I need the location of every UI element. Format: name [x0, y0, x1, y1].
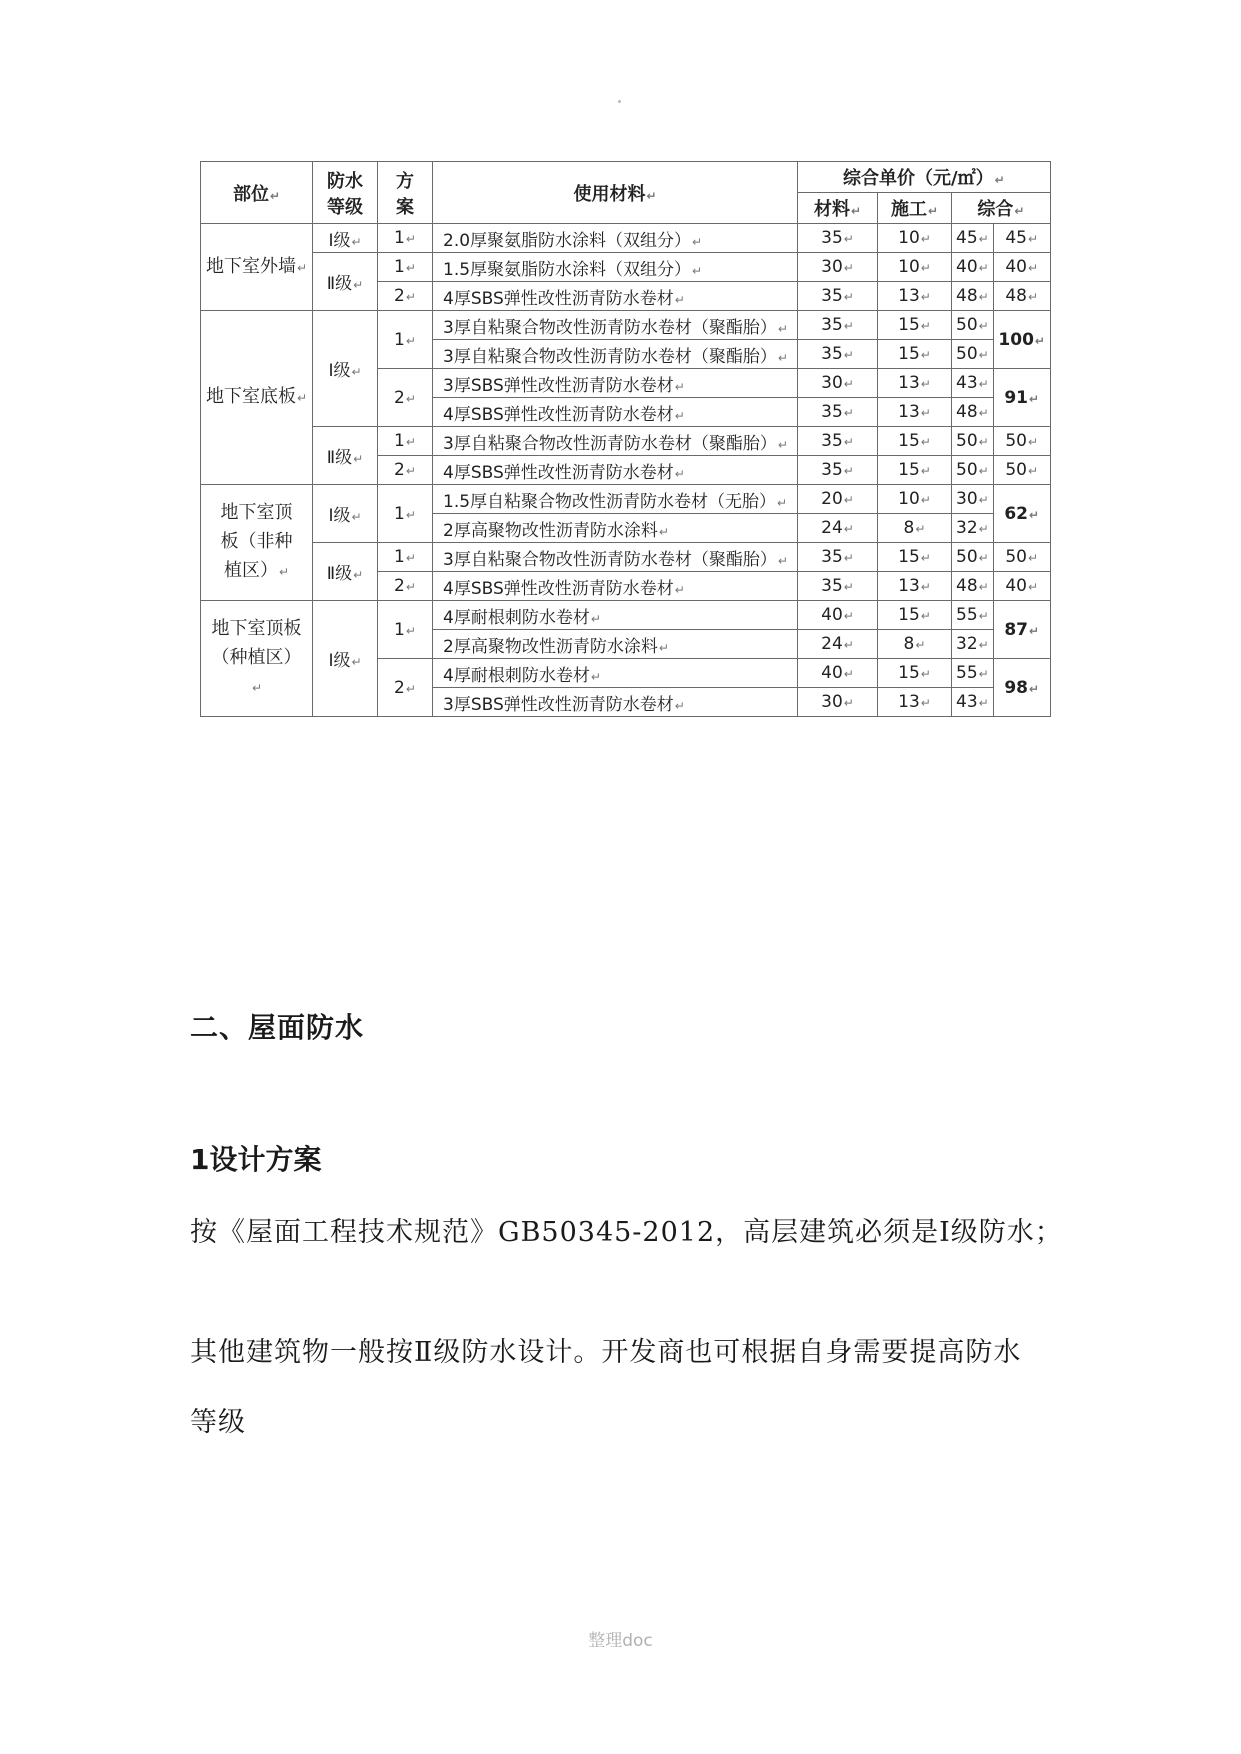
price-total-cell: 50↵ — [993, 427, 1050, 456]
price-material-cell: 24↵ — [798, 514, 878, 543]
price-total-cell: 40↵ — [993, 253, 1050, 282]
price-material-cell: 30↵ — [798, 369, 878, 398]
material-cell: 3厚自粘聚合物改性沥青防水卷材（聚酯胎）↵ — [433, 340, 798, 369]
price-total-cell: 45↵ — [993, 224, 1050, 253]
material-cell: 4厚耐根刺防水卷材↵ — [433, 601, 798, 630]
price-total-cell: 100↵ — [993, 311, 1050, 369]
price-material-cell: 35↵ — [798, 572, 878, 601]
material-cell: 1.5厚聚氨脂防水涂料（双组分）↵ — [433, 253, 798, 282]
paragraph-other-buildings-line2: 等级 — [190, 1407, 246, 1438]
level-cell: Ⅰ级↵ — [313, 311, 378, 427]
scheme-cell: 1↵ — [378, 311, 433, 369]
price-labor-cell: 15↵ — [878, 311, 952, 340]
price-material-cell: 35↵ — [798, 427, 878, 456]
price-material-cell: 35↵ — [798, 340, 878, 369]
header-level: 防水等级 — [313, 162, 378, 224]
price-material-cell: 35↵ — [798, 398, 878, 427]
level-cell: Ⅱ级↵ — [313, 253, 378, 311]
price-material-cell: 35↵ — [798, 543, 878, 572]
price-sum-cell: 50↵ — [952, 311, 994, 340]
price-sum-cell: 50↵ — [952, 427, 994, 456]
price-material-cell: 35↵ — [798, 282, 878, 311]
material-cell: 2.0厚聚氨脂防水涂料（双组分）↵ — [433, 224, 798, 253]
price-sum-cell: 48↵ — [952, 572, 994, 601]
price-total-cell: 48↵ — [993, 282, 1050, 311]
header-col-total: 综合↵ — [952, 193, 1051, 224]
price-sum-cell: 32↵ — [952, 514, 994, 543]
price-labor-cell: 13↵ — [878, 398, 952, 427]
scheme-cell: 2↵ — [378, 369, 433, 427]
header-material: 使用材料↵ — [433, 162, 798, 224]
price-material-cell: 35↵ — [798, 224, 878, 253]
table-row — [201, 224, 1051, 253]
material-cell: 3厚SBS弹性改性沥青防水卷材↵ — [433, 688, 798, 717]
price-labor-cell: 15↵ — [878, 427, 952, 456]
level-cell: Ⅱ级↵ — [313, 543, 378, 601]
scheme-cell: 1↵ — [378, 485, 433, 543]
scheme-cell: 2↵ — [378, 282, 433, 311]
price-labor-cell: 10↵ — [878, 253, 952, 282]
price-total-cell: 40↵ — [993, 572, 1050, 601]
material-cell: 4厚SBS弹性改性沥青防水卷材↵ — [433, 398, 798, 427]
price-sum-cell: 45↵ — [952, 224, 994, 253]
group-basement-floor: 地下室底板↵ — [201, 311, 313, 485]
price-total-cell: 87↵ — [993, 601, 1050, 659]
price-labor-cell: 13↵ — [878, 688, 952, 717]
paragraph-other-buildings-line1: 其他建筑物一般按Ⅱ级防水设计。开发商也可根据自身需要提高防水 — [190, 1337, 1022, 1368]
group-basement-wall: 地下室外墙↵ — [201, 224, 313, 311]
price-sum-cell: 50↵ — [952, 340, 994, 369]
level-cell: Ⅰ级↵ — [313, 485, 378, 543]
level-cell: Ⅱ级↵ — [313, 427, 378, 485]
scheme-cell: 2↵ — [378, 456, 433, 485]
price-material-cell: 30↵ — [798, 688, 878, 717]
price-sum-cell: 40↵ — [952, 253, 994, 282]
price-sum-cell: 50↵ — [952, 456, 994, 485]
table-row — [201, 543, 1051, 572]
price-total-cell: 62↵ — [993, 485, 1050, 543]
price-material-cell: 35↵ — [798, 456, 878, 485]
material-cell: 4厚SBS弹性改性沥青防水卷材↵ — [433, 456, 798, 485]
material-cell: 4厚SBS弹性改性沥青防水卷材↵ — [433, 282, 798, 311]
price-labor-cell: 15↵ — [878, 601, 952, 630]
price-material-cell: 30↵ — [798, 253, 878, 282]
price-labor-cell: 10↵ — [878, 485, 952, 514]
level-cell: Ⅰ级↵ — [313, 601, 378, 717]
price-total-cell: 91↵ — [993, 369, 1050, 427]
price-labor-cell: 15↵ — [878, 659, 952, 688]
price-material-cell: 35↵ — [798, 311, 878, 340]
scheme-cell: 2↵ — [378, 659, 433, 717]
price-sum-cell: 32↵ — [952, 630, 994, 659]
price-material-cell: 24↵ — [798, 630, 878, 659]
price-sum-cell: 30↵ — [952, 485, 994, 514]
price-sum-cell: 48↵ — [952, 398, 994, 427]
scheme-cell: 1↵ — [378, 224, 433, 253]
price-labor-cell: 10↵ — [878, 224, 952, 253]
price-material-cell: 20↵ — [798, 485, 878, 514]
group-basement-roof-planted: 地下室顶板（种植区）↵ — [201, 601, 313, 717]
paragraph-standard: 按《屋面工程技术规范》GB50345-2012，高层建筑必须是Ⅰ级防水； — [190, 1217, 1063, 1248]
price-labor-cell: 15↵ — [878, 456, 952, 485]
header-part: 部位↵ — [201, 162, 313, 224]
scheme-cell: 2↵ — [378, 572, 433, 601]
material-cell: 1.5厚自粘聚合物改性沥青防水卷材（无胎）↵ — [433, 485, 798, 514]
scheme-cell: 1↵ — [378, 543, 433, 572]
level-cell: Ⅰ级↵ — [313, 224, 378, 253]
table-row — [201, 601, 1051, 630]
material-cell: 4厚耐根刺防水卷材↵ — [433, 659, 798, 688]
material-cell: 4厚SBS弹性改性沥青防水卷材↵ — [433, 572, 798, 601]
price-sum-cell: 43↵ — [952, 369, 994, 398]
price-material-cell: 40↵ — [798, 601, 878, 630]
scheme-cell: 1↵ — [378, 253, 433, 282]
price-labor-cell: 13↵ — [878, 282, 952, 311]
page-footer: 整理doc — [588, 1631, 653, 1651]
subsection-title: 1设计方案 — [190, 1143, 322, 1176]
group-basement-roof-nonplanted: 地下室顶板（非种植区）↵ — [201, 485, 313, 601]
price-labor-cell: 15↵ — [878, 340, 952, 369]
price-sum-cell: 55↵ — [952, 601, 994, 630]
scheme-cell: 1↵ — [378, 427, 433, 456]
table-row — [201, 253, 1051, 282]
material-cell: 3厚自粘聚合物改性沥青防水卷材（聚酯胎）↵ — [433, 427, 798, 456]
page-dot — [618, 100, 621, 103]
scheme-cell: 1↵ — [378, 601, 433, 659]
table-row — [201, 485, 1051, 514]
section-title: 二、屋面防水 — [190, 1011, 365, 1044]
table-row — [201, 427, 1051, 456]
price-material-cell: 40↵ — [798, 659, 878, 688]
price-labor-cell: 15↵ — [878, 543, 952, 572]
header-col-material: 材料↵ — [798, 193, 878, 224]
price-sum-cell: 55↵ — [952, 659, 994, 688]
price-labor-cell: 13↵ — [878, 572, 952, 601]
price-labor-cell: 13↵ — [878, 369, 952, 398]
price-total-cell: 50↵ — [993, 543, 1050, 572]
material-cell: 2厚高聚物改性沥青防水涂料↵ — [433, 630, 798, 659]
price-total-cell: 50↵ — [993, 456, 1050, 485]
material-cell: 3厚SBS弹性改性沥青防水卷材↵ — [433, 369, 798, 398]
price-sum-cell: 50↵ — [952, 543, 994, 572]
material-cell: 2厚高聚物改性沥青防水涂料↵ — [433, 514, 798, 543]
price-sum-cell: 43↵ — [952, 688, 994, 717]
header-col-labor: 施工↵ — [878, 193, 952, 224]
table-row — [201, 311, 1051, 340]
header-unit-price: 综合单价（元/㎡）↵ — [798, 162, 1051, 193]
material-cell: 3厚自粘聚合物改性沥青防水卷材（聚酯胎）↵ — [433, 311, 798, 340]
price-sum-cell: 48↵ — [952, 282, 994, 311]
header-scheme: 方案 — [378, 162, 433, 224]
price-total-cell: 98↵ — [993, 659, 1050, 717]
waterproof-cost-table — [200, 161, 1051, 717]
price-labor-cell: 8↵ — [878, 514, 952, 543]
material-cell: 3厚自粘聚合物改性沥青防水卷材（聚酯胎）↵ — [433, 543, 798, 572]
price-labor-cell: 8↵ — [878, 630, 952, 659]
